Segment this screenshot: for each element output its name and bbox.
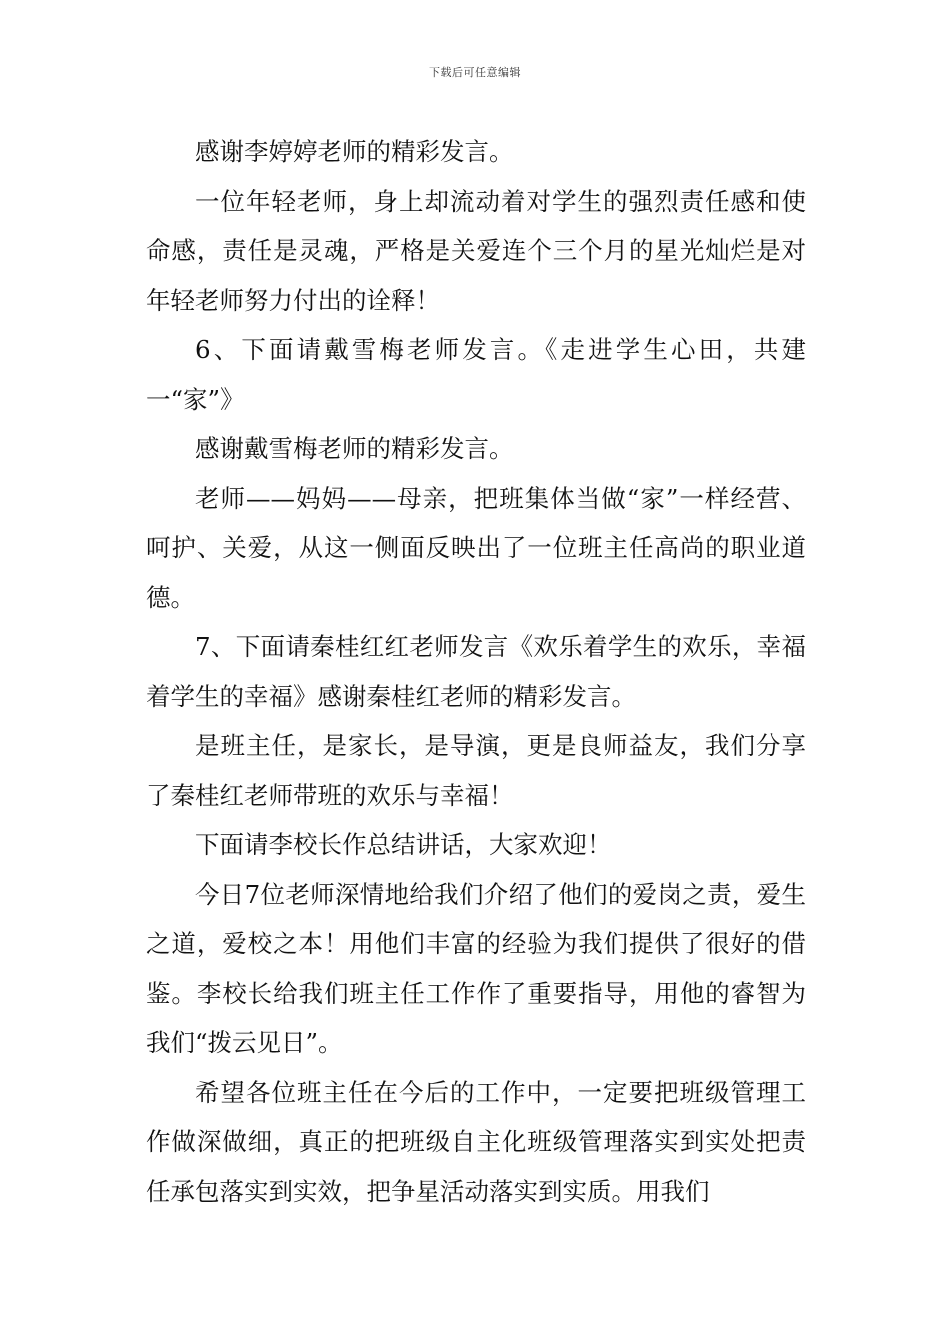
- paragraph-10: 希望各位班主任在今后的工作中，一定要把班级管理工作做深做细，真正的把班级自主化班级管理落实到实处把责任承包落实到实效，把争星活动落实到实质。用我们: [146, 1077, 806, 1206]
- page-header-note: 下载后可任意编辑: [429, 66, 521, 79]
- paragraph-9: 今日7位老师深情地给我们介绍了他们的爱岗之责，爱生之道，爱校之本！用他们丰富的经验为我们提供了很好的借鉴。李校长给我们班主任工作作了重要指导，用他的睿智为我们“拨云见日”。: [146, 879, 806, 1057]
- paragraph-8: 下面请李校长作总结讲话，大家欢迎！: [195, 830, 612, 859]
- paragraph-5: 老师——妈妈——母亲，把班集体当做“家”一样经营、呵护、关爱，从这一侧面反映出了一位班主任高尚的职业道德。: [146, 483, 806, 612]
- paragraph-2: 一位年轻老师，身上却流动着对学生的强烈责任感和使命感，责任是灵魂，严格是关爱连个三个月的星光灿烂是对年轻老师努力付出的诠释！: [146, 186, 806, 315]
- paragraph-4: 感谢戴雪梅老师的精彩发言。: [195, 434, 514, 463]
- paragraph-1: 感谢李婷婷老师的精彩发言。: [195, 137, 514, 166]
- paragraph-7: 是班主任，是家长，是导演，更是良师益友，我们分享了秦桂红老师带班的欢乐与幸福！: [146, 731, 806, 810]
- paragraph-6: 7、下面请秦桂红红老师发言《欢乐着学生的欢乐，幸福着学生的幸福》感谢秦桂红老师的精彩发言。: [146, 632, 806, 711]
- paragraph-3: 6、下面请戴雪梅老师发言。《走进学生心田，共建一“家”》: [146, 335, 806, 414]
- document-body: [146, 127, 806, 1216]
